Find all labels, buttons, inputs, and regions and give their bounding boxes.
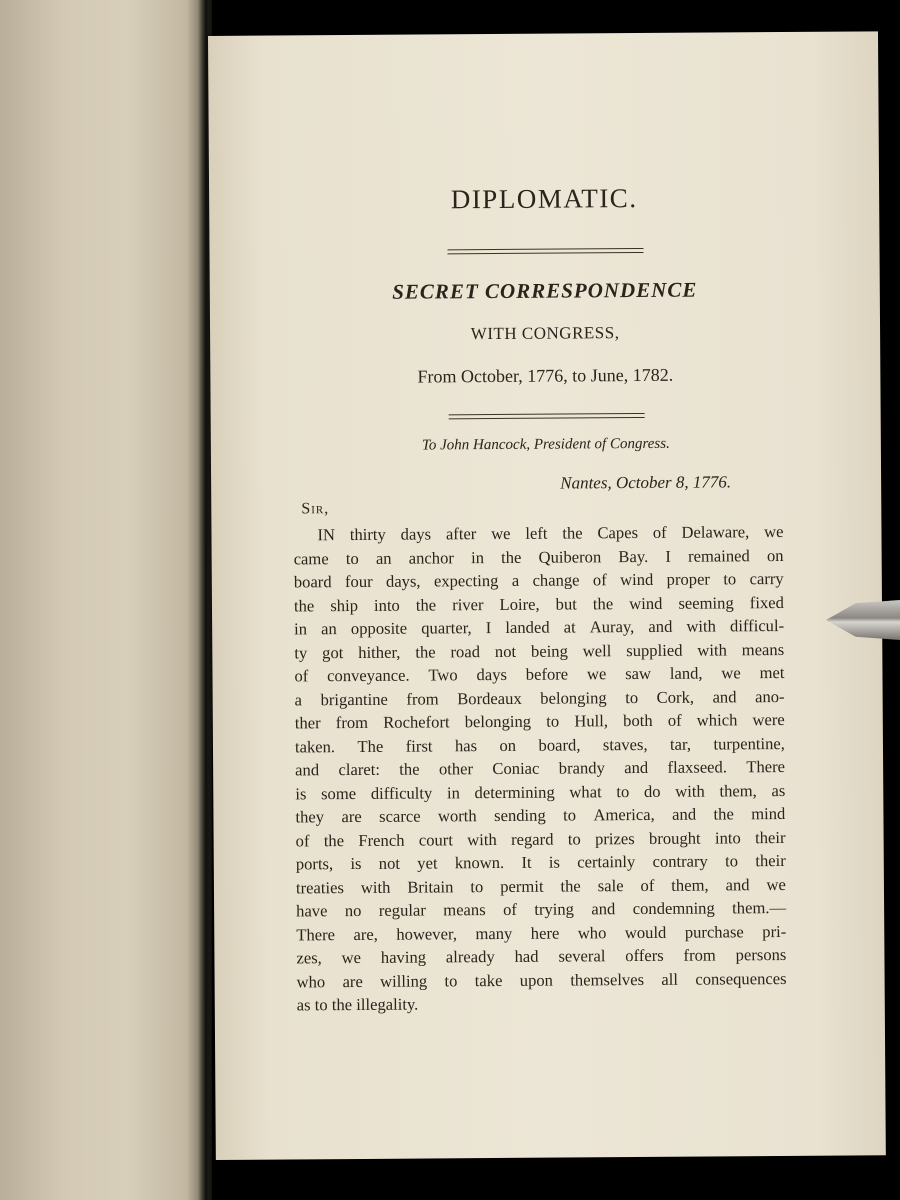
body-line: who are willing to take upon themselves all consequences	[296, 968, 787, 991]
body-line: taken. The first has on board, staves, tar, turpentine,	[294, 733, 785, 756]
right-page	[208, 31, 886, 1160]
body-line: is some difficulty in determining what to do with them, as	[295, 780, 786, 803]
body-line: in an opposite quarter, I landed at Auray, and with difficul-	[294, 615, 785, 639]
page-text	[208, 31, 878, 1015]
left-page	[0, 0, 212, 1200]
body-line: board four days, expecting a change of wind proper to carry	[293, 568, 784, 592]
double-rule-top	[447, 248, 643, 254]
date-range: From October, 1776, to June, 1782.	[417, 364, 674, 387]
letter-place-date: Nantes, October 8, 1776.	[560, 472, 732, 493]
body-line: they are scarce worth sending to America, and the mind	[295, 803, 786, 827]
body-line: the ship into the river Loire, but the wind seeming fixed	[293, 592, 784, 615]
letter-addressee: To John Hancock, President of Congress.	[421, 435, 670, 454]
page-title: DIPLOMATIC.	[450, 183, 638, 215]
body-line: as to the illegality.	[296, 994, 419, 1015]
body-line: have no regular means of trying and condemning them.—	[296, 897, 787, 921]
body-line: ports, is not yet known. It is certainly contrary to their	[295, 850, 786, 874]
body-line: came to an anchor in the Quiberon Bay. I remained on	[293, 545, 784, 568]
body-line: ty got hither, the road not being well supplied with means	[294, 639, 785, 662]
section-subtitle: WITH CONGRESS,	[470, 323, 620, 344]
body-line: of the French court with regard to prizes brought into their	[295, 827, 786, 850]
body-line: There are, however, many here who would purchase pri-	[296, 921, 787, 944]
body-line: and claret: the other Coniac brandy and flaxseed. There	[295, 756, 786, 780]
section-title: SECRET CORRESPONDENCE	[392, 277, 698, 304]
body-line: ther from Rochefort belonging to Hull, both of which were	[294, 709, 785, 733]
body-line: of conveyance. Two days before we saw land, we met	[294, 662, 785, 686]
double-rule-bottom	[449, 413, 645, 419]
body-line: zes, we having already had several offers from persons	[296, 944, 787, 968]
body-line: a brigantine from Bordeaux belonging to Cork, and ano-	[294, 686, 785, 709]
letter-salutation: Sir,	[301, 500, 330, 518]
body-line: IN thirty days after we left the Capes of Delaware, we	[317, 521, 784, 545]
body-line: treaties with Britain to permit the sale of them, and we	[295, 874, 786, 897]
letter-body	[293, 520, 786, 1017]
